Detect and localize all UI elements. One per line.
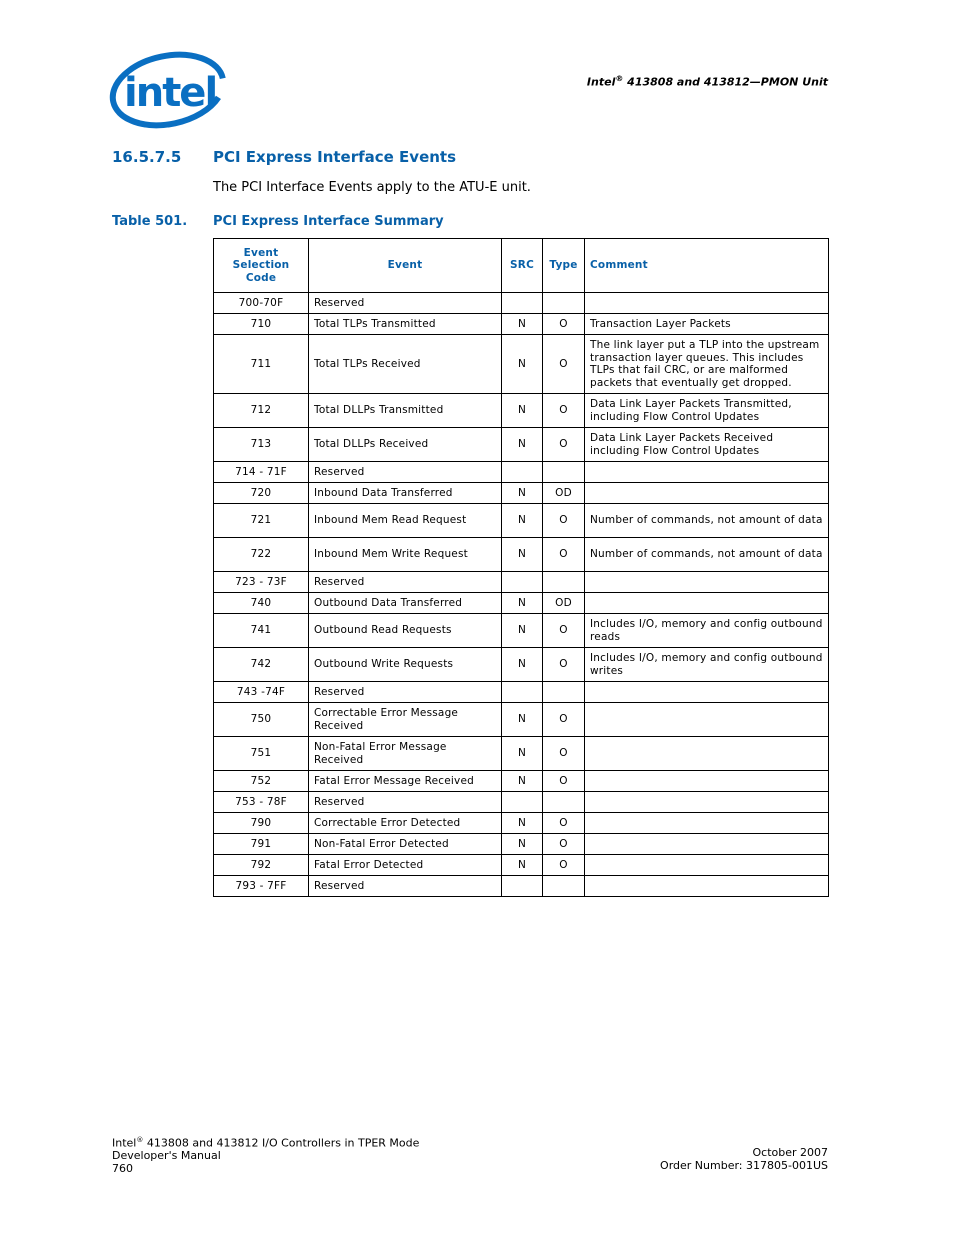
type-cell: O [543, 834, 585, 855]
src-cell [502, 682, 543, 703]
type-cell: O [543, 335, 585, 394]
table-row [214, 737, 829, 771]
event-code-cell: 791 [214, 834, 309, 855]
running-header-title: 413808 and 413812—PMON Unit [623, 75, 828, 89]
comment-cell [585, 813, 829, 834]
src-cell [502, 572, 543, 593]
table-row [214, 771, 829, 792]
event-name-cell: Non-Fatal Error Message Received [309, 737, 502, 771]
src-cell: N [502, 428, 543, 462]
event-code-cell: 711 [214, 335, 309, 394]
comment-cell [585, 593, 829, 614]
event-code-cell: 700-70F [214, 293, 309, 314]
page-number: 760 [112, 1161, 133, 1175]
event-name-cell: Fatal Error Message Received [309, 771, 502, 792]
event-code-cell: 713 [214, 428, 309, 462]
events-table [213, 238, 829, 897]
src-cell: N [502, 335, 543, 394]
comment-cell: Includes I/O, memory and config outbound writes [585, 648, 829, 682]
comment-cell [585, 876, 829, 897]
type-cell: OD [543, 593, 585, 614]
event-name-cell: Reserved [309, 293, 502, 314]
running-header [587, 74, 828, 89]
header-comment: Comment [585, 239, 829, 293]
header-src: SRC [502, 239, 543, 293]
table-row [214, 428, 829, 462]
event-name-cell: Inbound Data Transferred [309, 483, 502, 504]
type-cell [543, 792, 585, 813]
event-name-cell: Outbound Write Requests [309, 648, 502, 682]
table-row [214, 483, 829, 504]
event-code-cell: 790 [214, 813, 309, 834]
table-row [214, 813, 829, 834]
src-cell [502, 792, 543, 813]
comment-cell [585, 792, 829, 813]
src-cell: N [502, 314, 543, 335]
table-body [214, 293, 829, 897]
comment-cell: Data Link Layer Packets Transmitted, including Flow Control Updates [585, 394, 829, 428]
table-row [214, 876, 829, 897]
table-row [214, 593, 829, 614]
comment-cell: Data Link Layer Packets Received including Flow Control Updates [585, 428, 829, 462]
type-cell [543, 293, 585, 314]
table-title: PCI Express Interface Summary [213, 214, 444, 229]
event-name-cell: Reserved [309, 572, 502, 593]
header-code: Event Selection Code [214, 239, 309, 293]
event-code-cell: 792 [214, 855, 309, 876]
type-cell [543, 876, 585, 897]
table-row [214, 335, 829, 394]
src-cell: N [502, 834, 543, 855]
table-caption [112, 214, 444, 229]
comment-cell [585, 834, 829, 855]
event-code-cell: 722 [214, 538, 309, 572]
comment-cell [585, 703, 829, 737]
src-cell: N [502, 648, 543, 682]
src-cell [502, 462, 543, 483]
src-cell: N [502, 483, 543, 504]
src-cell [502, 876, 543, 897]
table-row [214, 504, 829, 538]
src-cell: N [502, 593, 543, 614]
table-row [214, 462, 829, 483]
footer-title: 413808 and 413812 I/O Controllers in TPER Mode [143, 1136, 420, 1150]
event-name-cell: Reserved [309, 792, 502, 813]
type-cell: OD [543, 483, 585, 504]
intel-logo [108, 48, 228, 132]
type-cell: O [543, 813, 585, 834]
section-title: PCI Express Interface Events [213, 148, 457, 166]
type-cell: O [543, 538, 585, 572]
src-cell: N [502, 614, 543, 648]
table-row [214, 703, 829, 737]
event-name-cell: Total TLPs Transmitted [309, 314, 502, 335]
table-row [214, 834, 829, 855]
src-cell: N [502, 813, 543, 834]
type-cell: O [543, 314, 585, 335]
footer-left [112, 1134, 419, 1175]
footer-order-number: Order Number: 317805-001US [660, 1158, 828, 1172]
src-cell: N [502, 504, 543, 538]
header-type: Type [543, 239, 585, 293]
footer-right [660, 1147, 828, 1172]
event-code-cell: 753 - 78F [214, 792, 309, 813]
footer-brand: Intel [112, 1136, 137, 1150]
type-cell: O [543, 394, 585, 428]
table-row [214, 682, 829, 703]
type-cell: O [543, 855, 585, 876]
comment-cell: Number of commands, not amount of data [585, 538, 829, 572]
table-row [214, 394, 829, 428]
event-name-cell: Outbound Read Requests [309, 614, 502, 648]
comment-cell [585, 682, 829, 703]
event-code-cell: 750 [214, 703, 309, 737]
type-cell: O [543, 771, 585, 792]
table-row [214, 572, 829, 593]
src-cell: N [502, 703, 543, 737]
event-name-cell: Correctable Error Detected [309, 813, 502, 834]
comment-cell: Transaction Layer Packets [585, 314, 829, 335]
table-number: Table 501. [112, 214, 188, 229]
type-cell [543, 682, 585, 703]
running-header-brand: Intel [586, 75, 616, 89]
src-cell [502, 293, 543, 314]
section-intro: The PCI Interface Events apply to the ATU-E unit. [213, 180, 531, 195]
event-code-cell: 742 [214, 648, 309, 682]
footer-date: October 2007 [752, 1146, 828, 1159]
event-code-cell: 720 [214, 483, 309, 504]
type-cell: O [543, 703, 585, 737]
event-name-cell: Outbound Data Transferred [309, 593, 502, 614]
table-row [214, 538, 829, 572]
src-cell: N [502, 855, 543, 876]
event-code-cell: 740 [214, 593, 309, 614]
src-cell: N [502, 394, 543, 428]
type-cell: O [543, 428, 585, 462]
table-header-row [214, 239, 829, 293]
type-cell: O [543, 504, 585, 538]
section-number: 16.5.7.5 [112, 148, 182, 166]
comment-cell [585, 771, 829, 792]
comment-cell: Number of commands, not amount of data [585, 504, 829, 538]
event-code-cell: 793 - 7FF [214, 876, 309, 897]
event-code-cell: 721 [214, 504, 309, 538]
event-code-cell: 752 [214, 771, 309, 792]
type-cell [543, 462, 585, 483]
registered-mark: ® [615, 74, 624, 83]
event-code-cell: 741 [214, 614, 309, 648]
event-name-cell: Total DLLPs Transmitted [309, 394, 502, 428]
src-cell: N [502, 737, 543, 771]
src-cell: N [502, 538, 543, 572]
table-row [214, 855, 829, 876]
footer-registered-mark: ® [136, 1136, 144, 1144]
table-row [214, 293, 829, 314]
event-code-cell: 712 [214, 394, 309, 428]
event-code-cell: 743 -74F [214, 682, 309, 703]
comment-cell [585, 293, 829, 314]
type-cell: O [543, 737, 585, 771]
section-heading [112, 148, 456, 166]
table-row [214, 314, 829, 335]
event-code-cell: 723 - 73F [214, 572, 309, 593]
src-cell: N [502, 771, 543, 792]
comment-cell [585, 572, 829, 593]
event-name-cell: Reserved [309, 462, 502, 483]
type-cell: O [543, 648, 585, 682]
header-event: Event [309, 239, 502, 293]
event-code-cell: 751 [214, 737, 309, 771]
footer-manual: Developer's Manual [112, 1149, 221, 1163]
event-name-cell: Non-Fatal Error Detected [309, 834, 502, 855]
event-name-cell: Total TLPs Received [309, 335, 502, 394]
event-name-cell: Reserved [309, 682, 502, 703]
footer-doc-title [112, 1134, 419, 1150]
event-name-cell: Reserved [309, 876, 502, 897]
comment-cell: Includes I/O, memory and config outbound reads [585, 614, 829, 648]
table-row [214, 648, 829, 682]
comment-cell [585, 483, 829, 504]
comment-cell: The link layer put a TLP into the upstream transaction layer queues. This includes TLPs that fail CRC, or are malformed packets that eventually get dropped. [585, 335, 829, 394]
comment-cell [585, 855, 829, 876]
table-row [214, 792, 829, 813]
comment-cell [585, 462, 829, 483]
event-code-cell: 714 - 71F [214, 462, 309, 483]
event-name-cell: Inbound Mem Write Request [309, 538, 502, 572]
event-name-cell: Correctable Error Message Received [309, 703, 502, 737]
event-name-cell: Inbound Mem Read Request [309, 504, 502, 538]
table-row [214, 614, 829, 648]
event-name-cell: Fatal Error Detected [309, 855, 502, 876]
comment-cell [585, 737, 829, 771]
type-cell [543, 572, 585, 593]
event-code-cell: 710 [214, 314, 309, 335]
type-cell: O [543, 614, 585, 648]
logo-wordmark: intel [124, 70, 217, 116]
event-name-cell: Total DLLPs Received [309, 428, 502, 462]
